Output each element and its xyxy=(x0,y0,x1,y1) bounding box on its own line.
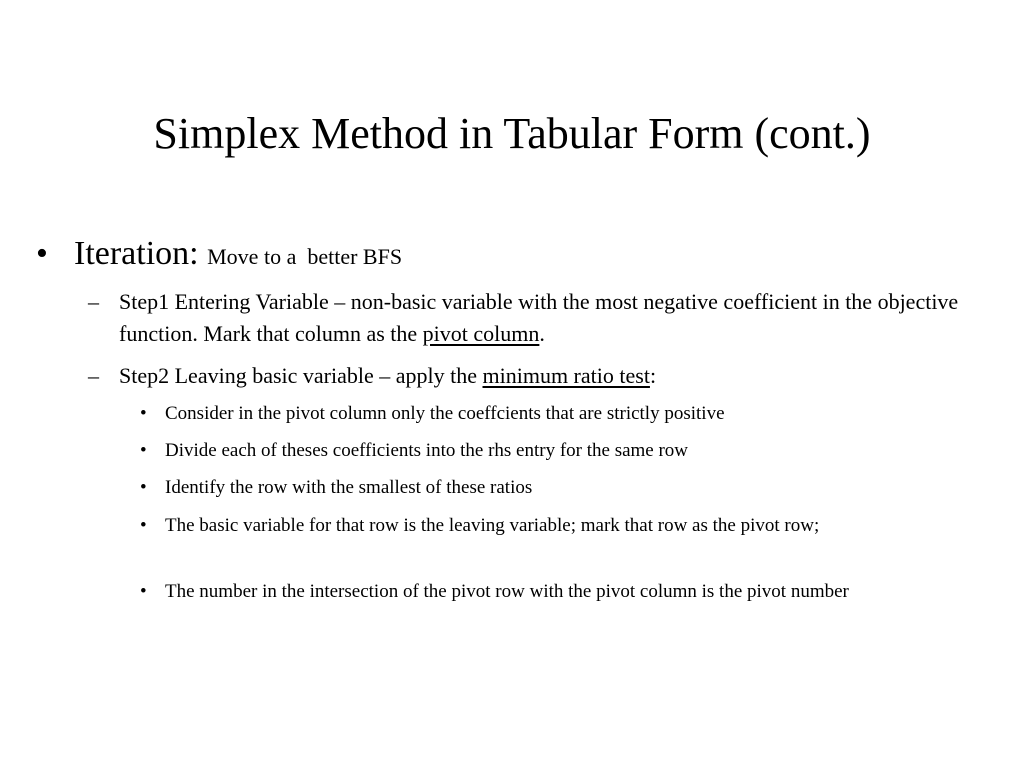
bullet-marker: • xyxy=(140,403,147,424)
sub-item-text: Identify the row with the smallest of these ratios xyxy=(165,477,533,498)
bullet-marker: • xyxy=(140,581,147,602)
slide-title: Simplex Method in Tabular Form (cont.) xyxy=(153,109,871,158)
step1-text-after: . xyxy=(539,321,545,346)
step2-text xyxy=(119,360,999,392)
bullet-marker: • xyxy=(140,515,147,536)
sub-item-text: Divide each of theses coefficients into the rhs entry for the same row xyxy=(165,440,689,461)
iteration-label: Iteration: xyxy=(74,235,199,272)
bullet-marker: • xyxy=(140,477,147,498)
dash-marker: – xyxy=(88,363,99,388)
sub-item-text: Consider in the pivot column only the coeffcients that are strictly positive xyxy=(165,403,725,424)
step1-text xyxy=(119,286,999,350)
sub-item-text: The basic variable for that row is the leaving variable; mark that row as the pivot row; xyxy=(165,515,820,536)
sub-item-text: The number in the intersection of the pivot row with the pivot column is the pivot number xyxy=(165,581,849,602)
bullet-iteration-text xyxy=(74,232,402,279)
iteration-detail: Move to a better BFS xyxy=(207,244,403,269)
step2-text-before: Step2 Leaving basic variable – apply the xyxy=(119,363,483,388)
step1-text-before: Step1 Entering Variable – non-basic variable with the most negative coefficient in the objective function. Mark that column as the xyxy=(119,289,959,346)
bullet-marker: • xyxy=(36,235,48,272)
minimum-ratio-test-term: minimum ratio test xyxy=(482,363,650,388)
dash-marker: – xyxy=(88,289,99,314)
pivot-column-term: pivot column xyxy=(422,321,540,346)
bullet-marker: • xyxy=(140,440,147,461)
step2-text-after: : xyxy=(649,363,657,388)
